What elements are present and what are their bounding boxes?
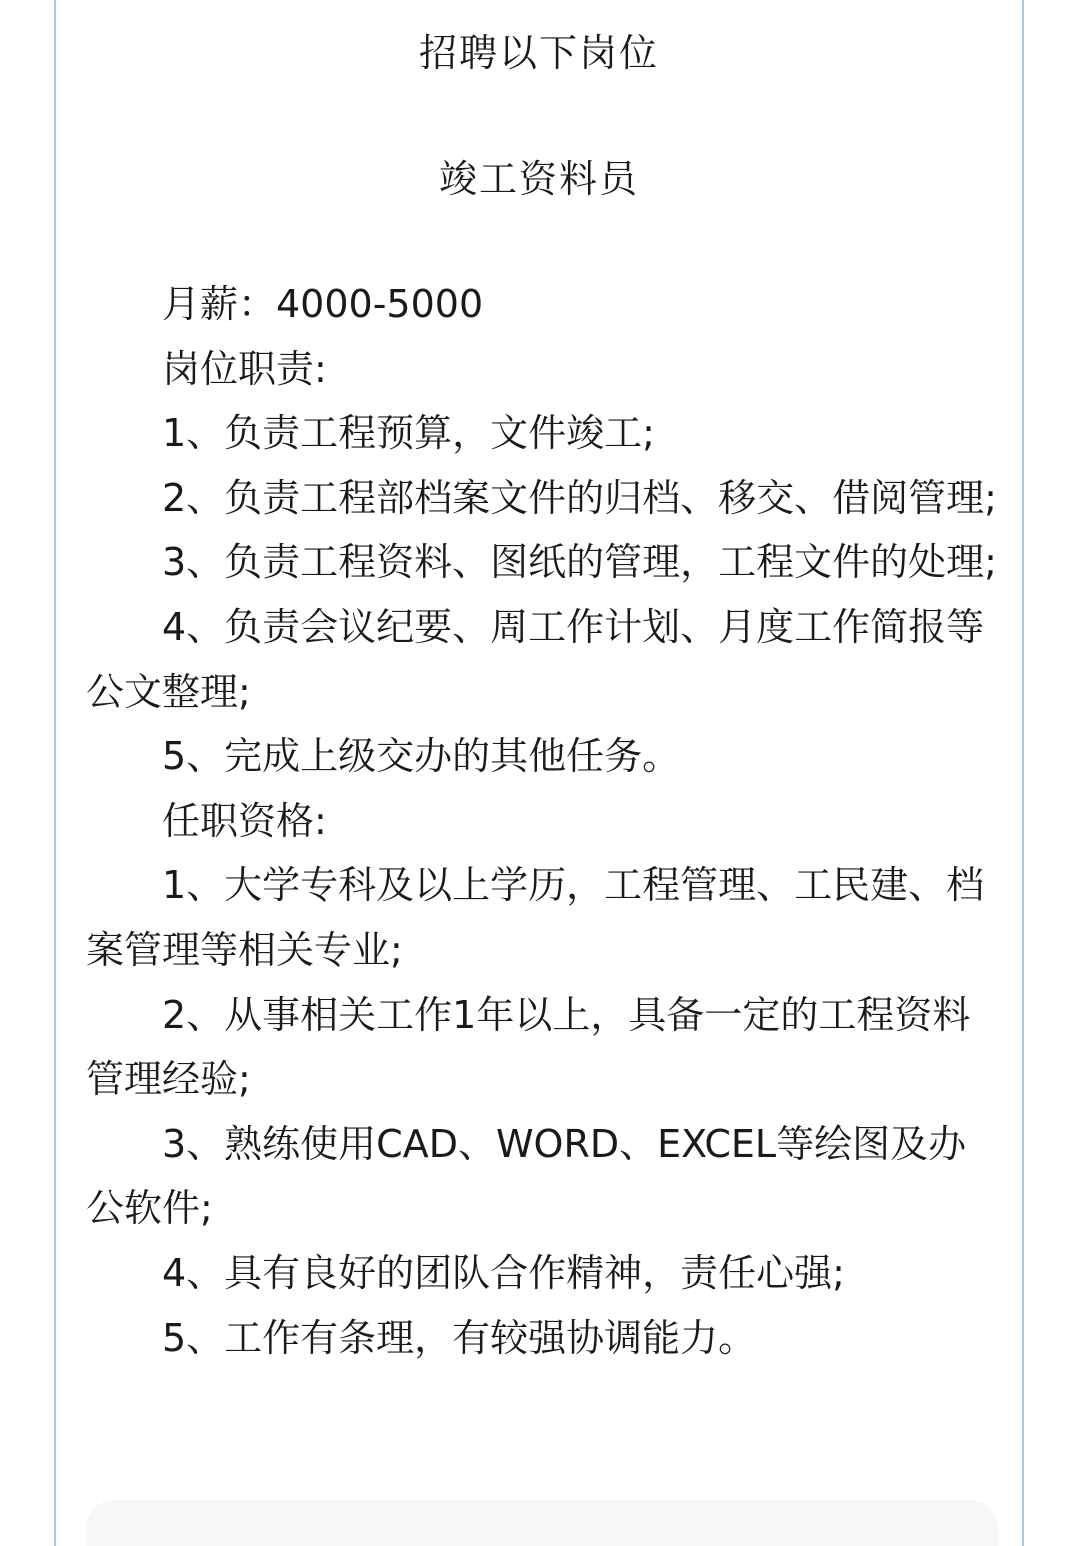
duties-heading: 岗位职责: bbox=[162, 346, 327, 391]
duty-item: 3、负责工程资料、图纸的管理，工程文件的处理; bbox=[162, 540, 997, 585]
qualification-item: 5、工作有条理，有较强协调能力。 bbox=[162, 1315, 757, 1360]
duty-item: 2、负责工程部档案文件的归档、移交、借阅管理; bbox=[162, 475, 997, 520]
duty-item: 4、负责会议纪要、周工作计划、月度工作简报等公文整理; bbox=[86, 604, 985, 714]
qualification-item: 1、大学专科及以上学历，工程管理、工民建、档案管理等相关专业; bbox=[86, 863, 985, 972]
duty-item: 5、完成上级交办的其他任务。 bbox=[162, 734, 681, 779]
qualifications-heading: 任职资格: bbox=[162, 798, 327, 843]
bottom-card bbox=[86, 1500, 998, 1546]
qualification-item: 4、具有良好的团队合作精神，责任心强; bbox=[162, 1250, 845, 1295]
qualification-item: 2、从事相关工作1年以上，具备一定的工程资料管理经验; bbox=[86, 992, 971, 1102]
duty-item: 1、负责工程预算，文件竣工; bbox=[162, 411, 655, 456]
article-body bbox=[86, 272, 998, 1370]
qualification-item: 3、熟练使用CAD、WORD、EXCEL等绘图及办公软件; bbox=[86, 1121, 967, 1231]
page-heading: 招聘以下岗位 bbox=[418, 31, 659, 75]
article-frame bbox=[54, 0, 1024, 1546]
position-title: 竣工资料员 bbox=[438, 157, 639, 201]
salary-line: 月薪：4000-5000 bbox=[162, 282, 484, 326]
